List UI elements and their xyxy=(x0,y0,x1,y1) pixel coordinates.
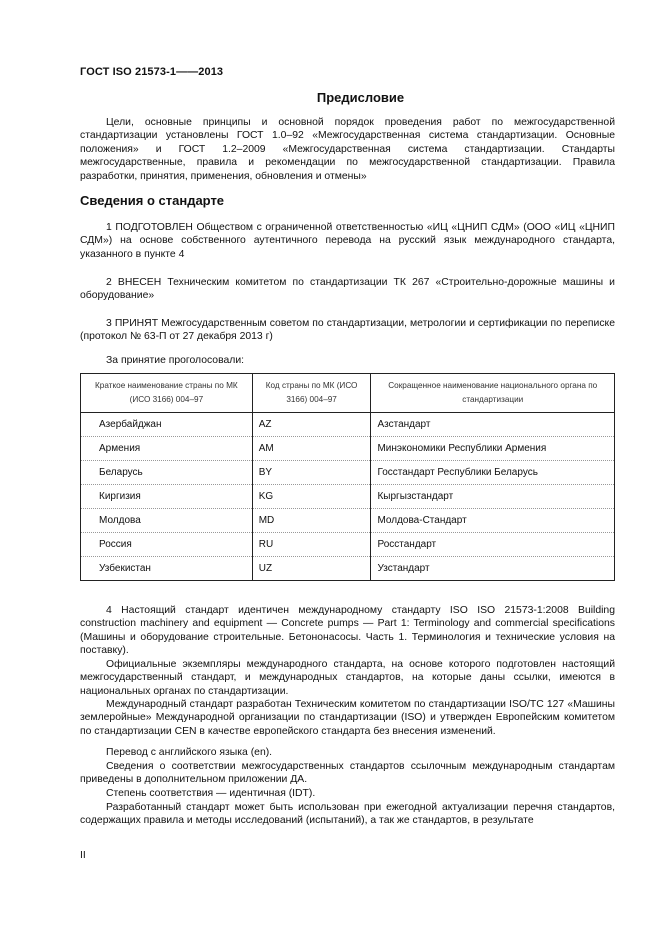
table-row xyxy=(81,461,615,485)
table-cell-body: Госстандарт Республики Беларусь xyxy=(371,461,615,485)
info-item-3: 3 ПРИНЯТ Межгосударственным советом по стандартизации, метрологии и сертификации по переписке (протокол № 63-П от 27 декабря 2013 г) xyxy=(80,318,615,343)
body-usage: Разработанный стандарт может быть использован при ежегодной актуализации перечня стандартов, содержащих правила и методы исследований (испытаний), а так же стандартов, в результате xyxy=(80,802,615,827)
body-item-4: 4 Настоящий стандарт идентичен международному стандарту ISO ISO 21573-1:2008 Building construction machinery and equipment — Concrete pumps — Part 1: Terminology and commercial specifications (Машины и оборудование строительные. Бетононасосы. Часть 1. Терминология и технические условия на поставку). xyxy=(80,605,615,657)
table-cell-country: Азербайджан xyxy=(81,413,253,437)
table-header-row xyxy=(81,374,615,413)
page-number: II xyxy=(80,850,86,861)
table-cell-code: UZ xyxy=(252,557,371,581)
info-item-1: 1 ПОДГОТОВЛЕН Обществом с ограниченной ответственностью «ИЦ «ЦНИП СДМ» (ООО «ИЦ «ЦНИП СДМ») на основе собственного аутентичного перевода на русский язык международного стандарта, указанного в пункте 4 xyxy=(80,222,615,260)
preface-text: Цели, основные принципы и основной порядок проведения работ по межгосударственной стандартизации установлены ГОСТ 1.0–92 «Межгосударственная система стандартизации. Основные положения» и ГОСТ 1.2–2009 «Межгосударственная система стандартизации. Стандарты межгосударственные, правила и рекомендации по межгосударственной стандартизации. Правила разработки, принятия, применения, обновления и отмены» xyxy=(80,117,615,182)
body-degree: Степень соответствия — идентичная (IDT). xyxy=(106,788,316,799)
table-header-country: Краткое наименование страны по МК (ИСО 3166) 004–97 xyxy=(81,374,253,413)
table-header-body: Сокращенное наименование национального органа по стандартизации xyxy=(371,374,615,413)
table-row xyxy=(81,509,615,533)
table-row xyxy=(81,413,615,437)
table-cell-country: Россия xyxy=(81,533,253,557)
document-code: ГОСТ ISO 21573-1——2013 xyxy=(80,66,224,78)
table-cell-code: AZ xyxy=(252,413,371,437)
info-item-2: 2 ВНЕСЕН Техническим комитетом по стандартизации ТК 267 «Строительно-дорожные машины и оборудование» xyxy=(80,277,615,302)
table-cell-body: Азстандарт xyxy=(371,413,615,437)
voted-label: За принятие проголосовали: xyxy=(106,355,245,366)
table-cell-code: RU xyxy=(252,533,371,557)
table-cell-code: MD xyxy=(252,509,371,533)
preface-title: Предисловие xyxy=(316,90,405,105)
body-compliance-info: Сведения о соответствии межгосударственных стандартов ссылочным международным стандартам приведены в дополнительном приложении ДА. xyxy=(80,761,615,786)
table-cell-body: Минэкономики Республики Армения xyxy=(371,437,615,461)
table-row xyxy=(81,485,615,509)
info-heading: Сведения о стандарте xyxy=(80,193,225,208)
table-cell-code: AM xyxy=(252,437,371,461)
table-cell-body: Узстандарт xyxy=(371,557,615,581)
table-header-code: Код страны по МК (ИСО 3166) 004–97 xyxy=(252,374,371,413)
table-cell-body: Росстандарт xyxy=(371,533,615,557)
table-cell-country: Беларусь xyxy=(81,461,253,485)
member-states-table xyxy=(80,373,615,581)
table-cell-body: Кыргызстандарт xyxy=(371,485,615,509)
table-row xyxy=(81,533,615,557)
table-row xyxy=(81,557,615,581)
body-translation: Перевод с английского языка (en). xyxy=(106,747,273,758)
body-developed-by: Международный стандарт разработан Техническим комитетом по стандартизации ISO/TC 127 «Машины землеройные» Международной организации по стандартизации (ISO) и утвержден Европейским комитетом по стандартизации CEN в качестве европейского стандарта без внесения изменений. xyxy=(80,699,615,737)
table-cell-code: KG xyxy=(252,485,371,509)
table-cell-country: Молдова xyxy=(81,509,253,533)
table-cell-country: Киргизия xyxy=(81,485,253,509)
table-cell-body: Молдова-Стандарт xyxy=(371,509,615,533)
table-row xyxy=(81,437,615,461)
table-cell-code: BY xyxy=(252,461,371,485)
table-cell-country: Армения xyxy=(81,437,253,461)
body-official-copies: Официальные экземпляры международного стандарта, на основе которого подготовлен настоящий межгосударственный стандарт, и международных стандартов, на которые даны ссылки, имеются в национальных органах по стандартизации. xyxy=(80,659,615,697)
table-cell-country: Узбекистан xyxy=(81,557,253,581)
